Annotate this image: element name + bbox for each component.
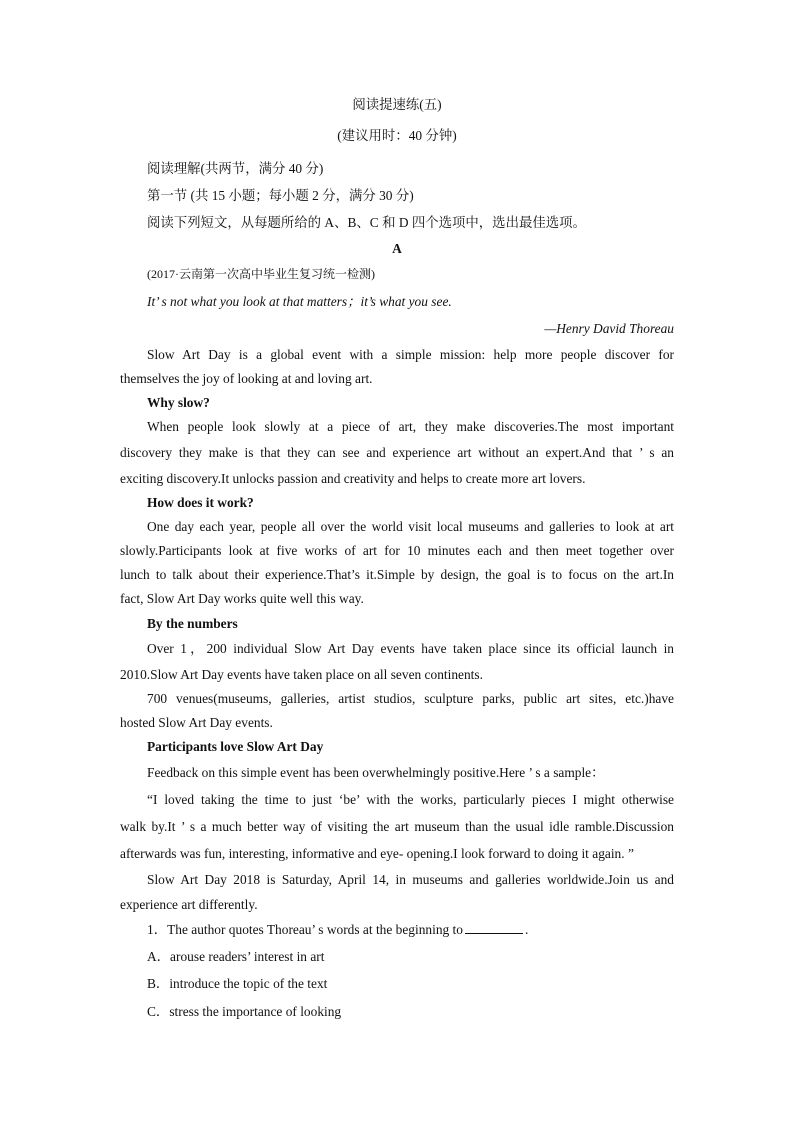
paragraph-line: 700 venues(museums, galleries, artist studios, sculpture parks, public art sites, etc.)have <box>147 691 674 706</box>
epigraph-author: —Henry David Thoreau <box>544 321 674 336</box>
passage-letter: A <box>392 241 402 256</box>
directions: 阅读下列短文，从每题所给的 A、B、C 和 D 四个选项中，选出最佳选项。 <box>147 215 586 230</box>
passage-source: (2017·云南第一次高中毕业生复习统一检测) <box>147 267 375 281</box>
intro-line: themselves the joy of looking at and loving art. <box>120 371 373 386</box>
page-title: 阅读提速练(五) <box>352 97 442 112</box>
paragraph-line: When people look slowly at a piece of art, they make discoveries.The most important <box>147 419 674 434</box>
paragraph-line: lunch to talk about their experience.That’s it.Simple by design, the goal is to focus on the art.In <box>120 567 674 582</box>
intro-line: Slow Art Day is a global event with a simple mission: help more people discover for <box>147 347 674 362</box>
question-stem-end: . <box>524 922 529 937</box>
testimonial-line: afterwards was fun, interesting, informative and eye- opening.I look forward to doing it again. ” <box>120 846 634 861</box>
part-heading: 阅读理解(共两节，满分 40 分) <box>147 161 324 176</box>
paragraph-line: Over 1，200 individual Slow Art Day events have taken place since its official launch in <box>147 641 674 656</box>
section-heading-by-the-numbers: By the numbers <box>147 616 238 631</box>
paragraph-line: exciting discovery.It unlocks passion and creativity and helps to create more art lovers. <box>120 471 586 486</box>
paragraph-line: Slow Art Day 2018 is Saturday, April 14, in museums and galleries worldwide.Join us and <box>147 872 674 887</box>
section-heading-how-it-works: How does it work? <box>147 495 254 510</box>
paragraph-line: slowly.Participants look at five works of art for 10 minutes each and then meet together over <box>120 543 674 558</box>
question-stem-text: 1．The author quotes Thoreau’ s words at the beginning to <box>147 922 463 937</box>
paragraph-line: hosted Slow Art Day events. <box>120 715 273 730</box>
question-stem <box>147 921 528 939</box>
section-heading: 第一节 (共 15 小题；每小题 2 分，满分 30 分) <box>147 188 414 203</box>
testimonial-line: “I loved taking the time to just ‘be’ with the works, particularly pieces I might otherwise <box>147 792 674 807</box>
paragraph-line: Feedback on this simple event has been overwhelmingly positive.Here ’ s a sample： <box>147 765 605 780</box>
paragraph-line: fact, Slow Art Day works quite well this way. <box>120 591 364 606</box>
paragraph-line: 2010.Slow Art Day events have taken place on all seven continents. <box>120 667 483 682</box>
section-heading-participants: Participants love Slow Art Day <box>147 739 324 754</box>
paragraph-line: discovery they make is that they can see and experience art without an expert.And that ’ s an <box>120 445 674 460</box>
paragraph-line: One day each year, people all over the world visit local museums and galleries to look at art <box>147 519 674 534</box>
paragraph-line: experience art differently. <box>120 897 258 912</box>
page-subtitle: (建议用时：40 分钟) <box>337 128 457 143</box>
option-c: C．stress the importance of looking <box>147 1004 342 1019</box>
section-heading-why-slow: Why slow? <box>147 395 210 410</box>
epigraph-quote: It’ s not what you look at that matters；it’s what you see. <box>147 294 452 309</box>
testimonial-line: walk by.It ’ s a much better way of visiting the art museum than the usual idle ramble.Discussion <box>120 819 674 834</box>
option-b: B．introduce the topic of the text <box>147 976 328 991</box>
answer-blank <box>465 921 523 934</box>
option-a: A．arouse readers’ interest in art <box>147 949 325 964</box>
